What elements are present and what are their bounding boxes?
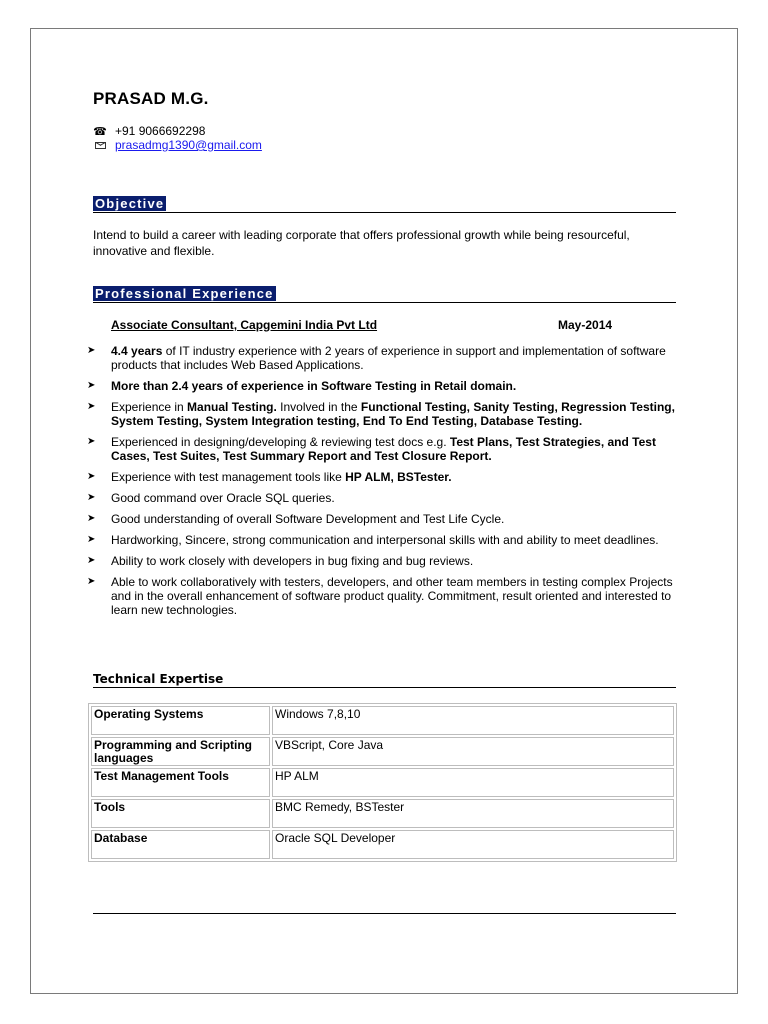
- envelope-icon: [93, 142, 107, 149]
- table-row: [91, 799, 674, 828]
- experience-bullet: [86, 379, 676, 393]
- experience-bullet: [86, 400, 676, 428]
- experience-bullet: [86, 512, 676, 526]
- table-value: Oracle SQL Developer: [272, 830, 674, 859]
- objective-heading: Objective: [95, 196, 165, 211]
- bullet-text: Ability to work closely with developers in bug fixing and bug reviews.: [111, 554, 474, 568]
- bullet-text: of IT industry experience with 2 years of experience in support and implementation of software products that includes Web Based Applications.: [111, 344, 666, 372]
- experience-bullet: [86, 470, 676, 484]
- table-key: Operating Systems: [91, 706, 270, 735]
- table-value: Windows 7,8,10: [272, 706, 674, 735]
- objective-text: Intend to build a career with leading corporate that offers professional growth while being resourceful, innovative and flexible.: [93, 228, 630, 258]
- bullet-bold-text: Test Plans, Test Strategies, and Test Cases, Test Suites, Test Summary Report and Test Closure Report.: [111, 435, 656, 463]
- bullet-arrow-icon: ➤: [87, 471, 96, 482]
- bullet-text: Experience in: [111, 400, 188, 414]
- table-value: BMC Remedy, BSTester: [272, 799, 674, 828]
- bullet-bold-text: Functional Testing, Sanity Testing, Regression Testing, System Testing, System Integration testing, End To End Testing, Database Testing.: [111, 400, 675, 428]
- bullet-arrow-icon: ➤: [87, 380, 96, 391]
- bullet-bold-text: 4.4 years: [111, 344, 163, 358]
- experience-bullet: [86, 554, 676, 568]
- bullet-text: Good understanding of overall Software Development and Test Life Cycle.: [111, 512, 505, 526]
- bullet-text: Hardworking, Sincere, strong communication and interpersonal skills with and ability to meet deadlines.: [111, 533, 659, 547]
- bullet-bold-text: HP ALM, BSTester.: [345, 470, 452, 484]
- phone-row: [93, 124, 205, 138]
- experience-heading: Professional Experience: [95, 286, 274, 301]
- experience-rule: [93, 302, 676, 303]
- bullet-arrow-icon: ➤: [87, 345, 96, 356]
- experience-bullet: [86, 575, 676, 617]
- bullet-arrow-icon: ➤: [87, 492, 96, 503]
- table-key: Test Management Tools: [91, 768, 270, 797]
- bullet-text: Good command over Oracle SQL queries.: [111, 491, 335, 505]
- table-row: [91, 768, 674, 797]
- bullet-bold-text: Manual Testing.: [187, 400, 277, 414]
- phone-number: +91 9066692298: [115, 124, 206, 138]
- table-row: [91, 830, 674, 859]
- job-title: Associate Consultant, Capgemini India Pvt Ltd: [111, 318, 378, 332]
- experience-bullet: [86, 491, 676, 505]
- bullet-arrow-icon: ➤: [87, 534, 96, 545]
- bullet-text: Able to work collaboratively with testers, developers, and other team members in testing complex Projects and in the overall enhancement of software product quality. Commitment, result oriented and interested to learn new technologies.: [111, 575, 673, 617]
- objective-rule: [93, 212, 676, 213]
- bullet-arrow-icon: ➤: [87, 436, 96, 447]
- technical-heading: Technical Expertise: [93, 672, 224, 686]
- table-key: Programming and Scripting languages: [91, 737, 270, 766]
- table-key: Tools: [91, 799, 270, 828]
- bullet-bold-text: More than 2.4 years of experience in Software Testing in Retail domain.: [111, 379, 517, 393]
- technical-rule: [93, 687, 676, 688]
- experience-bullet: [86, 344, 676, 372]
- table-value: HP ALM: [272, 768, 674, 797]
- email-row: [93, 138, 262, 152]
- bullet-text: Experienced in designing/developing & reviewing test docs e.g.: [111, 435, 450, 449]
- bullet-text: Involved in the: [276, 400, 361, 414]
- bullet-arrow-icon: ➤: [87, 513, 96, 524]
- email-link[interactable]: prasadmg1390@gmail.com: [115, 138, 262, 152]
- bullet-arrow-icon: ➤: [87, 555, 96, 566]
- table-key: Database: [91, 830, 270, 859]
- table-row: [91, 737, 674, 766]
- technical-table: [88, 703, 677, 862]
- bullet-text: Experience with test management tools like: [111, 470, 346, 484]
- footer-rule: [93, 913, 676, 914]
- bullet-arrow-icon: ➤: [87, 401, 96, 412]
- candidate-name: PRASAD M.G.: [93, 89, 209, 108]
- table-row: [91, 706, 674, 735]
- experience-bullet: [86, 435, 676, 463]
- job-date: May-2014: [558, 318, 613, 332]
- experience-bullets: [86, 344, 676, 624]
- telephone-icon: ☎: [93, 125, 107, 138]
- experience-bullet: [86, 533, 676, 547]
- table-value: VBScript, Core Java: [272, 737, 674, 766]
- bullet-arrow-icon: ➤: [87, 576, 96, 587]
